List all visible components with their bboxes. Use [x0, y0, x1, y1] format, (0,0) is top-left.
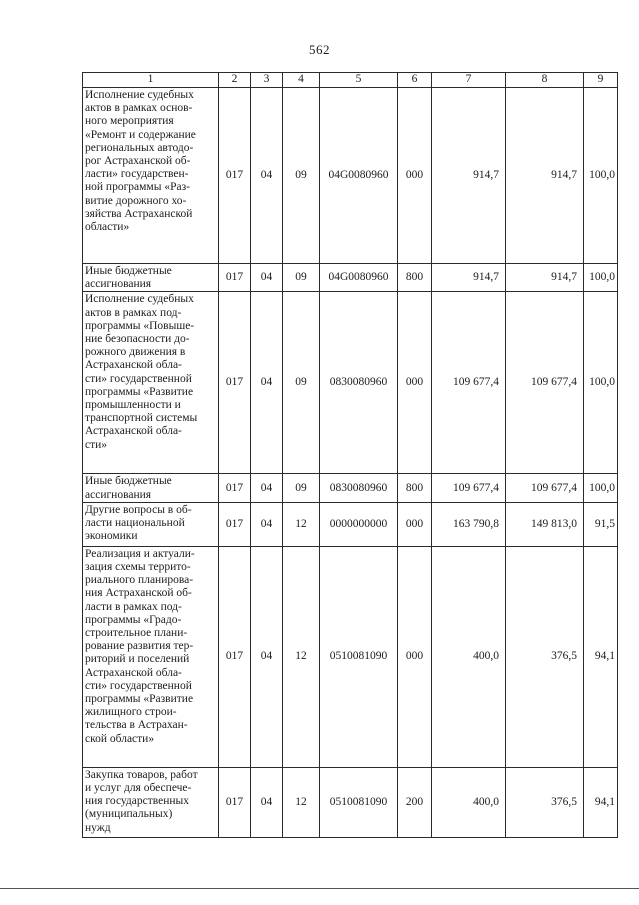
column-header: 9: [584, 73, 618, 88]
executed-amount-cell: 109 677,4: [506, 474, 584, 502]
description-line: рожного движения в: [85, 346, 186, 359]
row-description: [83, 88, 219, 264]
planned-amount-cell: 163 790,8: [432, 502, 506, 546]
description-line: сти» государственной: [85, 372, 192, 385]
executed-amount-cell: 376,5: [506, 546, 584, 767]
section-code-cell: 04: [251, 292, 283, 474]
execution-percent-cell: 100,0: [584, 264, 618, 292]
expense-type-cell: 000: [398, 88, 432, 264]
table-row: [83, 767, 618, 837]
column-header: 4: [283, 73, 320, 88]
target-article-cell: 0000000000: [320, 502, 398, 546]
description-line: ассигнования: [85, 488, 152, 501]
description-line: Другие вопросы в об-: [85, 503, 192, 516]
description-line: ласти в рамках под-: [85, 600, 182, 613]
section-code-cell: 04: [251, 88, 283, 264]
description-line: Исполнение судебных: [85, 89, 194, 101]
table-row: [83, 502, 618, 546]
description-line: и услуг для обеспече-: [85, 782, 192, 795]
description-line: экономики: [85, 530, 138, 543]
execution-percent-cell: 100,0: [584, 88, 618, 264]
executed-amount-cell: 914,7: [506, 88, 584, 264]
subsection-code-cell: 09: [283, 88, 320, 264]
admin-code-cell: 017: [219, 474, 251, 502]
subsection-code-cell: 09: [283, 474, 320, 502]
page-bottom-rule: [0, 888, 639, 889]
description-line: ассигнования: [85, 278, 152, 291]
page-number: 562: [309, 42, 330, 57]
description-line: ного мероприятия: [85, 115, 174, 128]
description-line: региональных автодо-: [85, 141, 194, 154]
planned-amount-cell: 914,7: [432, 88, 506, 264]
column-header: 2: [219, 73, 251, 88]
description-line: сти»: [85, 438, 108, 451]
description-line: зяйства Астраханской: [85, 207, 193, 220]
column-header: 7: [432, 73, 506, 88]
description-line: области»: [85, 221, 130, 234]
description-line: (муниципальных): [85, 808, 173, 821]
row-description: [83, 767, 219, 837]
section-code-cell: 04: [251, 502, 283, 546]
subsection-code-cell: 09: [283, 264, 320, 292]
table-row: [83, 264, 618, 292]
description-line: актов в рамках под-: [85, 306, 182, 319]
planned-amount-cell: 400,0: [432, 546, 506, 767]
execution-percent-cell: 100,0: [584, 474, 618, 502]
admin-code-cell: 017: [219, 264, 251, 292]
table-header-row: [83, 73, 618, 88]
table-row: [83, 292, 618, 474]
budget-table: [82, 72, 618, 838]
table-row: [83, 474, 618, 502]
description-line: программы «Развитие: [85, 385, 194, 398]
execution-percent-cell: 100,0: [584, 292, 618, 474]
executed-amount-cell: 149 813,0: [506, 502, 584, 546]
description-line: транспортной системы: [85, 412, 198, 425]
section-code-cell: 04: [251, 546, 283, 767]
description-line: программы «Градо-: [85, 613, 182, 626]
description-line: ние безопасности до-: [85, 333, 190, 346]
subsection-code-cell: 12: [283, 767, 320, 837]
planned-amount-cell: 400,0: [432, 767, 506, 837]
description-line: витие дорожного хо-: [85, 194, 187, 207]
description-line: рог Астраханской об-: [85, 155, 191, 168]
description-line: сти» государственной: [85, 679, 192, 692]
description-line: Исполнение судебных: [85, 293, 194, 306]
row-description: [83, 292, 219, 474]
description-line: нужд: [85, 821, 111, 834]
subsection-code-cell: 12: [283, 546, 320, 767]
description-line: риторий и поселений: [85, 653, 190, 666]
expense-type-cell: 000: [398, 502, 432, 546]
row-description: [83, 474, 219, 502]
table-row: [83, 546, 618, 767]
section-code-cell: 04: [251, 264, 283, 292]
execution-percent-cell: 91,5: [584, 502, 618, 546]
description-line: ния государственных: [85, 795, 190, 808]
expense-type-cell: 800: [398, 264, 432, 292]
description-line: риального планирова-: [85, 574, 194, 587]
description-line: ласти» государствен-: [85, 168, 189, 181]
column-header: 1: [83, 73, 219, 88]
subsection-code-cell: 12: [283, 502, 320, 546]
description-line: ной программы «Раз-: [85, 181, 190, 194]
description-line: Иные бюджетные: [85, 475, 172, 488]
target-article-cell: 04G0080960: [320, 264, 398, 292]
executed-amount-cell: 109 677,4: [506, 292, 584, 474]
expense-type-cell: 800: [398, 474, 432, 502]
description-line: программы «Развитие: [85, 693, 194, 706]
row-description: [83, 264, 219, 292]
execution-percent-cell: 94,1: [584, 546, 618, 767]
description-line: Реализация и актуали-: [85, 547, 195, 560]
description-line: зация схемы террито-: [85, 561, 191, 574]
description-line: Закупка товаров, работ: [85, 768, 198, 781]
description-line: ния Астраханской об-: [85, 587, 192, 600]
description-line: Иные бюджетные: [85, 265, 172, 277]
description-line: Астраханской обла-: [85, 425, 182, 438]
description-line: Астраханской обла-: [85, 359, 182, 372]
planned-amount-cell: 914,7: [432, 264, 506, 292]
section-code-cell: 04: [251, 474, 283, 502]
subsection-code-cell: 09: [283, 292, 320, 474]
admin-code-cell: 017: [219, 292, 251, 474]
planned-amount-cell: 109 677,4: [432, 292, 506, 474]
description-line: рование развития тер-: [85, 640, 194, 653]
description-line: строительное плани-: [85, 627, 188, 640]
expense-type-cell: 000: [398, 546, 432, 767]
expense-type-cell: 000: [398, 292, 432, 474]
target-article-cell: 0510081090: [320, 546, 398, 767]
description-line: тельства в Астрахан-: [85, 719, 188, 732]
description-line: ской области»: [85, 732, 155, 745]
section-code-cell: 04: [251, 767, 283, 837]
description-line: актов в рамках основ-: [85, 102, 193, 115]
planned-amount-cell: 109 677,4: [432, 474, 506, 502]
description-line: жилищного строи-: [85, 706, 177, 719]
description-line: программы «Повыше-: [85, 319, 195, 332]
executed-amount-cell: 376,5: [506, 767, 584, 837]
target-article-cell: 0830080960: [320, 474, 398, 502]
column-header: 5: [320, 73, 398, 88]
execution-percent-cell: 94,1: [584, 767, 618, 837]
column-header: 6: [398, 73, 432, 88]
row-description: [83, 546, 219, 767]
row-description: [83, 502, 219, 546]
executed-amount-cell: 914,7: [506, 264, 584, 292]
column-header: 8: [506, 73, 584, 88]
target-article-cell: 04G0080960: [320, 88, 398, 264]
description-line: промышленности и: [85, 399, 181, 412]
admin-code-cell: 017: [219, 88, 251, 264]
admin-code-cell: 017: [219, 546, 251, 767]
expense-type-cell: 200: [398, 767, 432, 837]
column-header: 3: [251, 73, 283, 88]
description-line: ласти национальной: [85, 517, 185, 530]
description-line: Астраханской обла-: [85, 666, 182, 679]
table-row: [83, 88, 618, 264]
description-line: «Ремонт и содержание: [85, 128, 196, 141]
target-article-cell: 0510081090: [320, 767, 398, 837]
admin-code-cell: 017: [219, 767, 251, 837]
admin-code-cell: 017: [219, 502, 251, 546]
target-article-cell: 0830080960: [320, 292, 398, 474]
